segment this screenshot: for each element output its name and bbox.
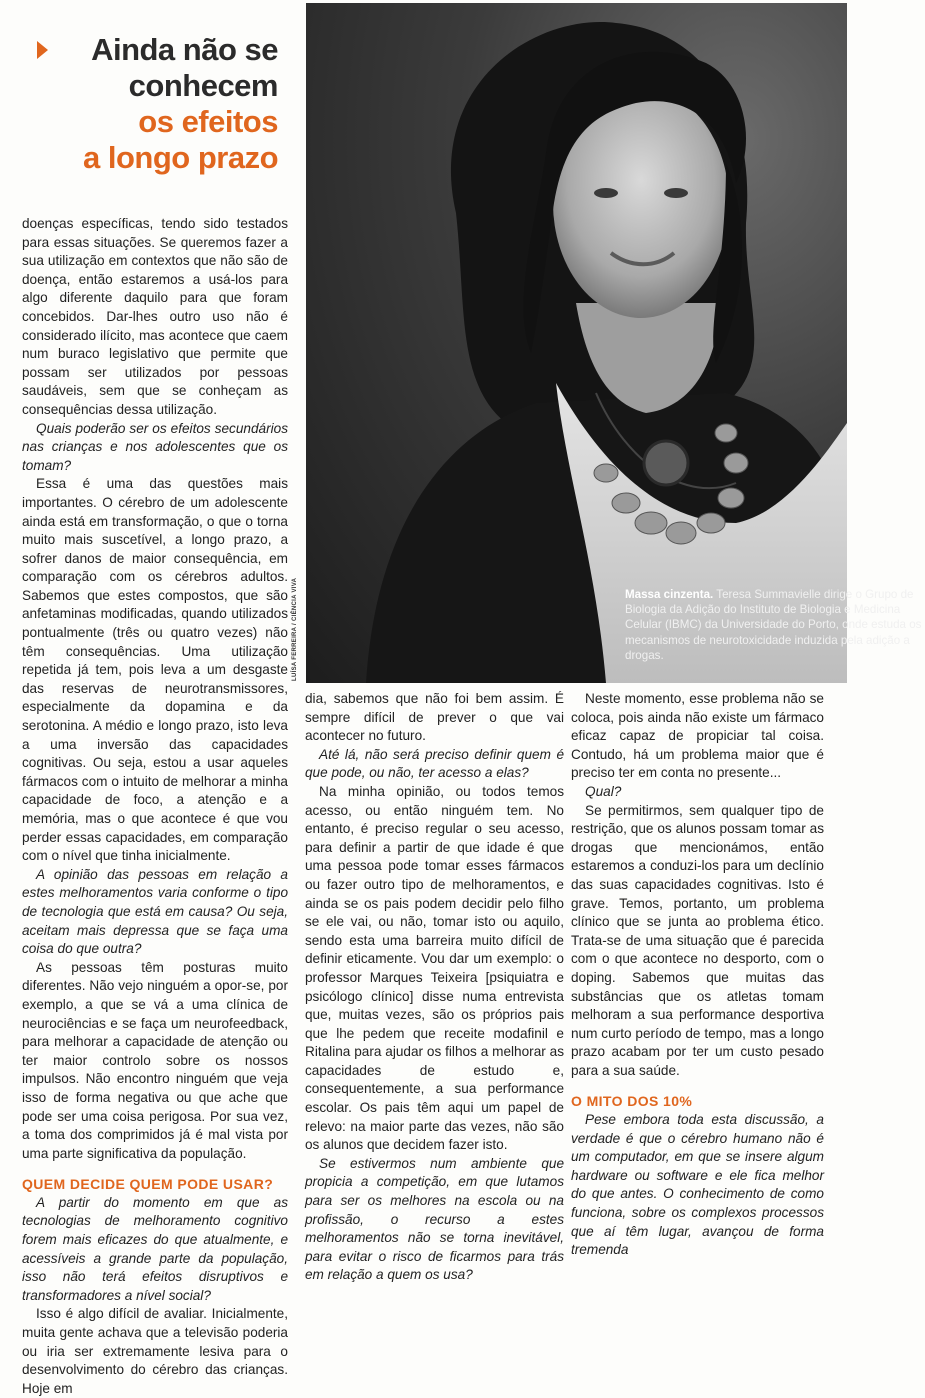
photo-credit: [290, 577, 304, 681]
title-line-3: os efeitos: [138, 104, 278, 139]
paragraph: Pese embora toda esta discussão, a verdade é que o cérebro humano não é um computador, em que se insere algum hardware ou software e ele fica melhor do que antes. O conhecimento de como funciona, sobre os complexos processos que aí têm lugar, avançou de forma tremenda: [571, 1112, 824, 1258]
article-title: [18, 32, 278, 176]
paragraph: Isso é algo difícil de avaliar. Inicialmente, muita gente achava que a televisão poderia ou iria ser extremamente lesiva para o desenvolvimento do cérebro das crianças. Hoje em: [22, 1306, 288, 1396]
question: Qual?: [585, 783, 622, 799]
question: A partir do momento em que as tecnologias de melhoramento cognitivo forem mais eficazes do que atualmente, e acessíveis a grande parte da população, isso não terá efeitos disruptivos e transformadores a nível social?: [22, 1194, 288, 1303]
question: Se estivermos num ambiente que propicia a competição, em que lutamos para ser os melhores na escola ou na profissão, o recurso a estes melhoramentos não se torna inevitável, para evitar o risco de ficarmos para trás em relação a quem os usa?: [305, 1155, 564, 1283]
question: Até lá, não será preciso definir quem é que pode, ou não, ter acesso a elas?: [305, 746, 564, 781]
paragraph: dia, sabemos que não foi bem assim. É sempre difícil de prever o que vai acontecer no futuro.: [305, 691, 564, 744]
title-line-4: a longo prazo: [83, 140, 278, 175]
text-column-3: [571, 690, 824, 1260]
paragraph: Essa é uma das questões mais importantes. O cérebro de um adolescente ainda está em transformação, o que o torna muito mais suscetível, a longo prazo, a sofrer danos de maior consequência, em comparação com os cérebros adultos. Sabemos que estes compostos, que são anfetaminas modificadas, quando utilizados pontualmente (três ou quatro vezes) não têm consequências. Uma utilização repetida já tem, pois leva a um desgaste das reservas de neurotransmissores, especialmente da dopamina e da serotonina. A médio e longo prazo, isto leva a uma inversão das capacidades cognitivas. Ou seja, estou a usar aqueles fármacos com o intuito de melhorar a minha capacidade de foco, a atenção e a memória, mas o que acontece é que vou perder essas capacidades, em comparação com o nível que tinha inicialmente.: [22, 476, 288, 864]
text-column-1: [22, 215, 288, 1398]
caption-text: Teresa Summavielle dirige o Grupo de Biologia da Adição do Instituto de Biologia e Medicina Celular (IBMC) da Universidade do Porto, onde estuda os mecanismos de neurotoxicidade induzida pela adição a drogas.: [625, 588, 922, 662]
photo-credit-text: LUÍSA FERREIRA / CIÊNCIA VIVA: [292, 577, 298, 681]
portrait-photo: [306, 3, 922, 683]
title-arrow-icon: [37, 41, 48, 59]
paragraph: Se permitirmos, sem qualquer tipo de restrição, que os alunos possam tomar as drogas que mencionámos, então estaremos a conduzi-los para um declínio das suas capacidades cognitivas. Isto é grave. Temos, portanto, um problema clínico que se junta ao problema ético. Trata-se de uma situação que é parecida com o que acontece no desporto, com o doping. Sabemos que muitas das substâncias que os atletas tomam melhoram a sua performance desportiva num curto período de tempo, mas a longo prazo acabam por ter um custo pesado para a sua saúde.: [571, 802, 824, 1078]
caption-title: Massa cinzenta.: [625, 588, 714, 601]
paragraph: Na minha opinião, ou todos temos acesso, ou então ninguém tem. No entanto, é preciso regular o seu acesso, para definir a partir de que idade é que uma pessoa pode tomar esses fármacos ou fazer outro tipo de melhoramentos, e ainda se os pais podem decidir pelo filho se ele vai, ou não, tomar isto ou aquilo, sendo esta uma barreira muito difícil de definir eticamente. Vou dar um exemplo: o professor Marques Teixeira [psiquiatra e psicólogo clínico] disse numa entrevista que, muitas vezes, são os próprios pais que lhe pedem que receite modafinil e Ritalina para ajudar os filhos a melhorar as capacidades de estudo e, consequentemente, a sua performance escolar. Os pais têm aqui um papel de relevo: na maior parte das vezes, não são os alunos que decidem fazer isto.: [305, 783, 564, 1153]
title-line-2: conhecem: [128, 68, 278, 103]
section-heading: O MITO DOS 10%: [571, 1093, 693, 1110]
photo-caption: [625, 587, 925, 663]
paragraph: doenças específicas, tendo sido testados para essas situações. Se queremos fazer a sua utilização em contextos que não são de doença, então estaremos a usá-los para algo diferente daquilo para que foram concebidos. Dar-lhes outro uso não é considerado ilícito, mas acontece que caem num buraco legislativo que permite que possam ser utilizados por pessoas saudáveis, sem que se conheçam as consequências dessa utilização.: [22, 216, 288, 417]
section-heading: QUEM DECIDE QUEM PODE USAR?: [22, 1176, 274, 1193]
question: Quais poderão ser os efeitos secundários nas crianças e nos adolescentes que os tomam?: [22, 420, 288, 473]
question: A opinião das pessoas em relação a estes melhoramentos varia conforme o tipo de tecnologia que está em causa? Ou seja, aceitam mais depressa que se faça uma coisa do que outra?: [22, 866, 288, 957]
title-line-1: Ainda não se: [91, 32, 278, 67]
paragraph: Neste momento, esse problema não se coloca, pois ainda não existe um fármaco eficaz capaz de propiciar tal coisa. Contudo, há um problema maior que é preciso ter em conta no presente...: [571, 691, 824, 781]
paragraph: As pessoas têm posturas muito diferentes. Não vejo ninguém a opor-se, por exemplo, a que se vá a uma clínica de neurociências e se faça um neurofeedback, para melhorar a capacidade de atenção ou ter maior controlo sobre os nossos impulsos. Não encontro ninguém que veja isso de forma negativa ou que ache que pode ser uma coisa perigosa. Por sua vez, a toma dos comprimidos já é mal vista por uma parte significativa da população.: [22, 959, 288, 1161]
text-column-2: [305, 690, 564, 1285]
portrait-illustration: [306, 3, 847, 683]
